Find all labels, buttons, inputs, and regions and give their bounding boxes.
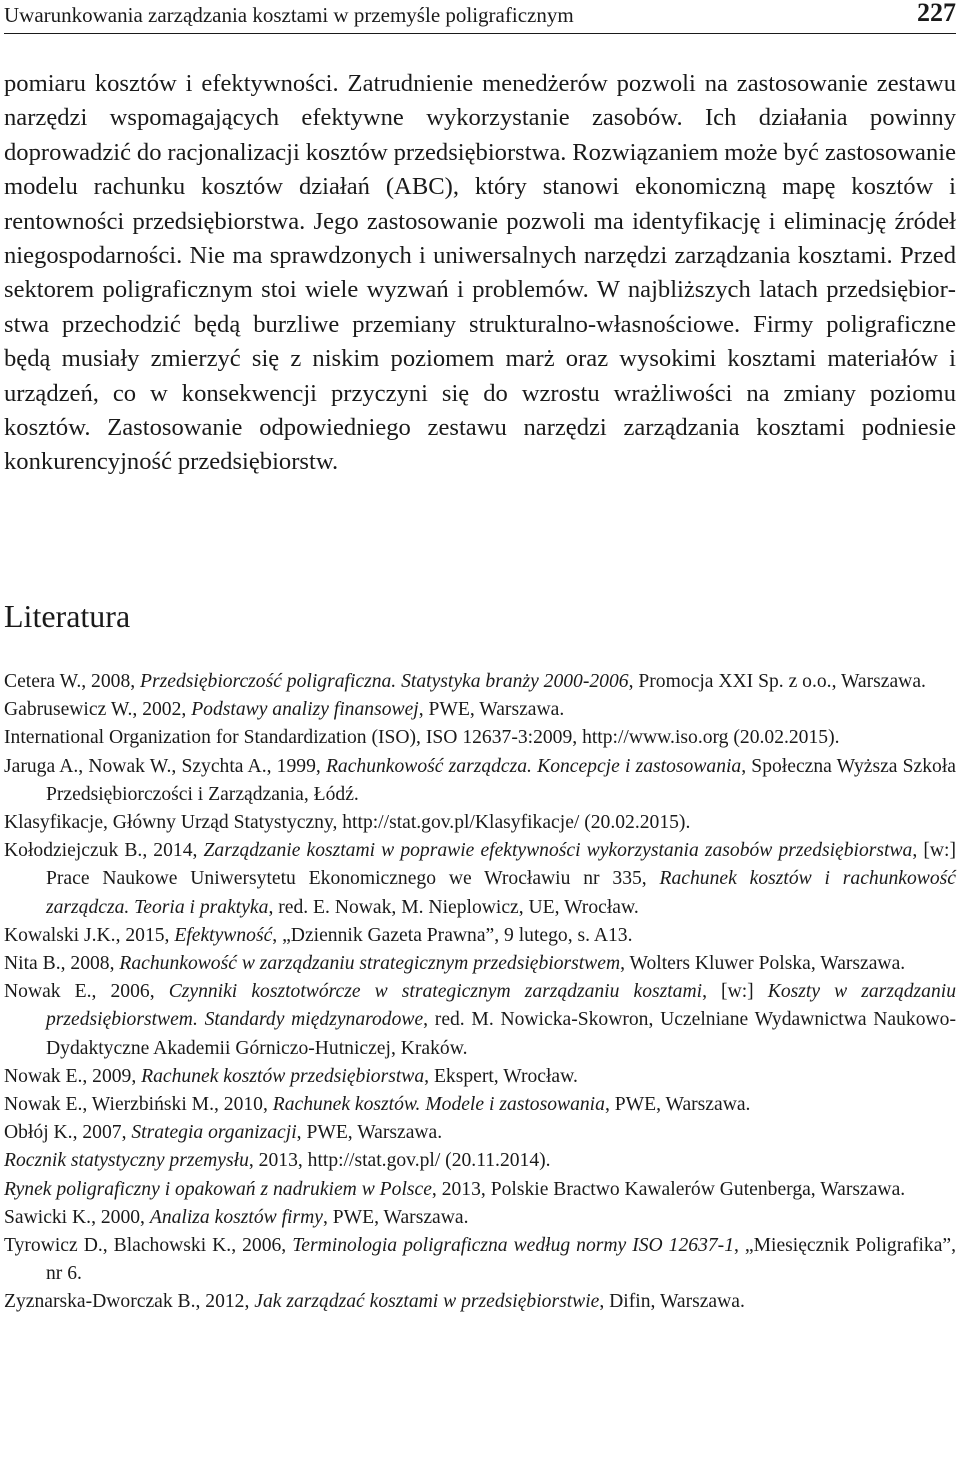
reference-item: Rocznik statystyczny przemysłu, 2013, http://stat.gov.pl/ (20.11.2014).	[4, 1150, 551, 1172]
reference-item: Cetera W., 2008, Przedsiębiorczość poligraficzna. Statystyka branży 2000-2006, Promocja XXI Sp. z o.o., Warszawa.	[4, 671, 926, 692]
reference-list	[4, 668, 956, 1317]
reference-item: Gabrusewicz W., 2002, Podstawy analizy finansowej, PWE, Warszawa.	[4, 699, 565, 721]
reference-item: Nita B., 2008, Rachunkowość w zarządzaniu strategicznym przedsiębiorstwem, Wolters Kluwer Polska, Warszawa.	[4, 953, 906, 975]
reference-item: Nowak E., 2006, Czynniki kosztotwórcze w strategicznym zarządzaniu kosztami, [w:] Koszty w zarządzaniu przedsiębiorstwem. Standardy międzynarodowe, red. M. Nowicka-Skowron, Uczelniane Wydawnictwa Naukowo-Dydaktyczne Akademii Górniczo-Hutniczej, Kraków.	[4, 981, 956, 1059]
reference-item: Nowak E., 2009, Rachunek kosztów przedsiębiorstwa, Ekspert, Wrocław.	[4, 1065, 578, 1087]
reference-item: Kołodziejczuk B., 2014, Zarządzanie kosztami w poprawie efektywności wykorzystania zasobów przedsiębiorstwa, [w:] Prace Naukowe Uniwersytetu Ekonomicznego we Wrocławiu nr 335, Rachunek kosztów i rachunkowość zarządcza. Teoria i praktyka, red. E. Nowak, M. Nieplowicz, UE, Wrocław.	[4, 840, 956, 918]
reference-item: Jaruga A., Nowak W., Szychta A., 1999, Rachunkowość zarządcza. Koncepcje i zastosowania, Społeczna Wyższa Szkoła Przedsiębiorczości i Zarządzania, Łódź.	[4, 755, 956, 805]
header-rule	[4, 33, 956, 34]
reference-item: Obłój K., 2007, Strategia organizacji, PWE, Warszawa.	[4, 1122, 443, 1144]
body-paragraph: pomiaru kosztów i efektywności. Zatrudnienie menedżerów pozwoli na zastosowanie zestawu narzędzi wspomagających efektywne wykorzystanie zasobów. Ich działania powinny doprowadzić do racjonalizacji kosztów przedsiębiorstwa. Rozwiązaniem może być zastosowanie modelu rachunku kosztów działań (ABC), który stanowi ekonomiczną mapę kosztów i rentowności przedsiębiorstwa. Jego zastosowanie pozwoli ma identyfikację i eliminację źródeł niegospodarności. Nie ma sprawdzonych i uniwersalnych narzędzi zarządzania kosztami. Przed sektorem poligraficznym stoi wiele wyzwań i problemów. W najbliższych latach przedsiębiorstwa przechodzić będą burzliwe przemiany strukturalno-własnościowe. Firmy poligraficzne będą musiały zmierzyć się z niskim poziomem marż oraz wysokimi kosztami materiałów i urządzeń, co w konsekwencji przyczyni się do wzrostu wrażliwości na zmiany poziomu kosztów. Zastosowanie odpowiedniego zestawu narzędzi zarządzania kosztami podniesie konkurencyjność przedsiębiorstw.	[4, 70, 956, 476]
reference-item: Kowalski J.K., 2015, Efektywność, „Dziennik Gazeta Prawna”, 9 lutego, s. A13.	[4, 924, 633, 946]
reference-item: Tyrowicz D., Blachowski K., 2006, Terminologia poligraficzna według normy ISO 12637-1, „Miesięcznik Poligrafika”, nr 6.	[4, 1235, 957, 1285]
running-title: Uwarunkowania zarządzania kosztami w przemyśle poligraficznym	[4, 3, 574, 27]
section-title-literatura: Literatura	[4, 598, 131, 634]
body-text	[4, 67, 956, 480]
reference-item: Klasyfikacje, Główny Urząd Statystyczny, http://stat.gov.pl/Klasyfikacje/ (20.02.2015).	[4, 812, 691, 834]
reference-item: International Organization for Standardization (ISO), ISO 12637-3:2009, http://www.iso.org (20.02.2015).	[4, 727, 840, 749]
reference-item: Nowak E., Wierzbiński M., 2010, Rachunek kosztów. Modele i zastosowania, PWE, Warszawa.	[4, 1094, 751, 1116]
page-number: 227	[917, 0, 956, 27]
reference-item: Rynek poligraficzny i opakowań z nadrukiem w Polsce, 2013, Polskie Bractwo Kawalerów Gutenberga, Warszawa.	[4, 1178, 906, 1200]
reference-item: Zyznarska-Dworczak B., 2012, Jak zarządzać kosztami w przedsiębiorstwie, Difin, Warszawa.	[4, 1291, 745, 1313]
reference-item: Sawicki K., 2000, Analiza kosztów firmy, PWE, Warszawa.	[4, 1206, 469, 1228]
running-header	[4, 0, 956, 31]
